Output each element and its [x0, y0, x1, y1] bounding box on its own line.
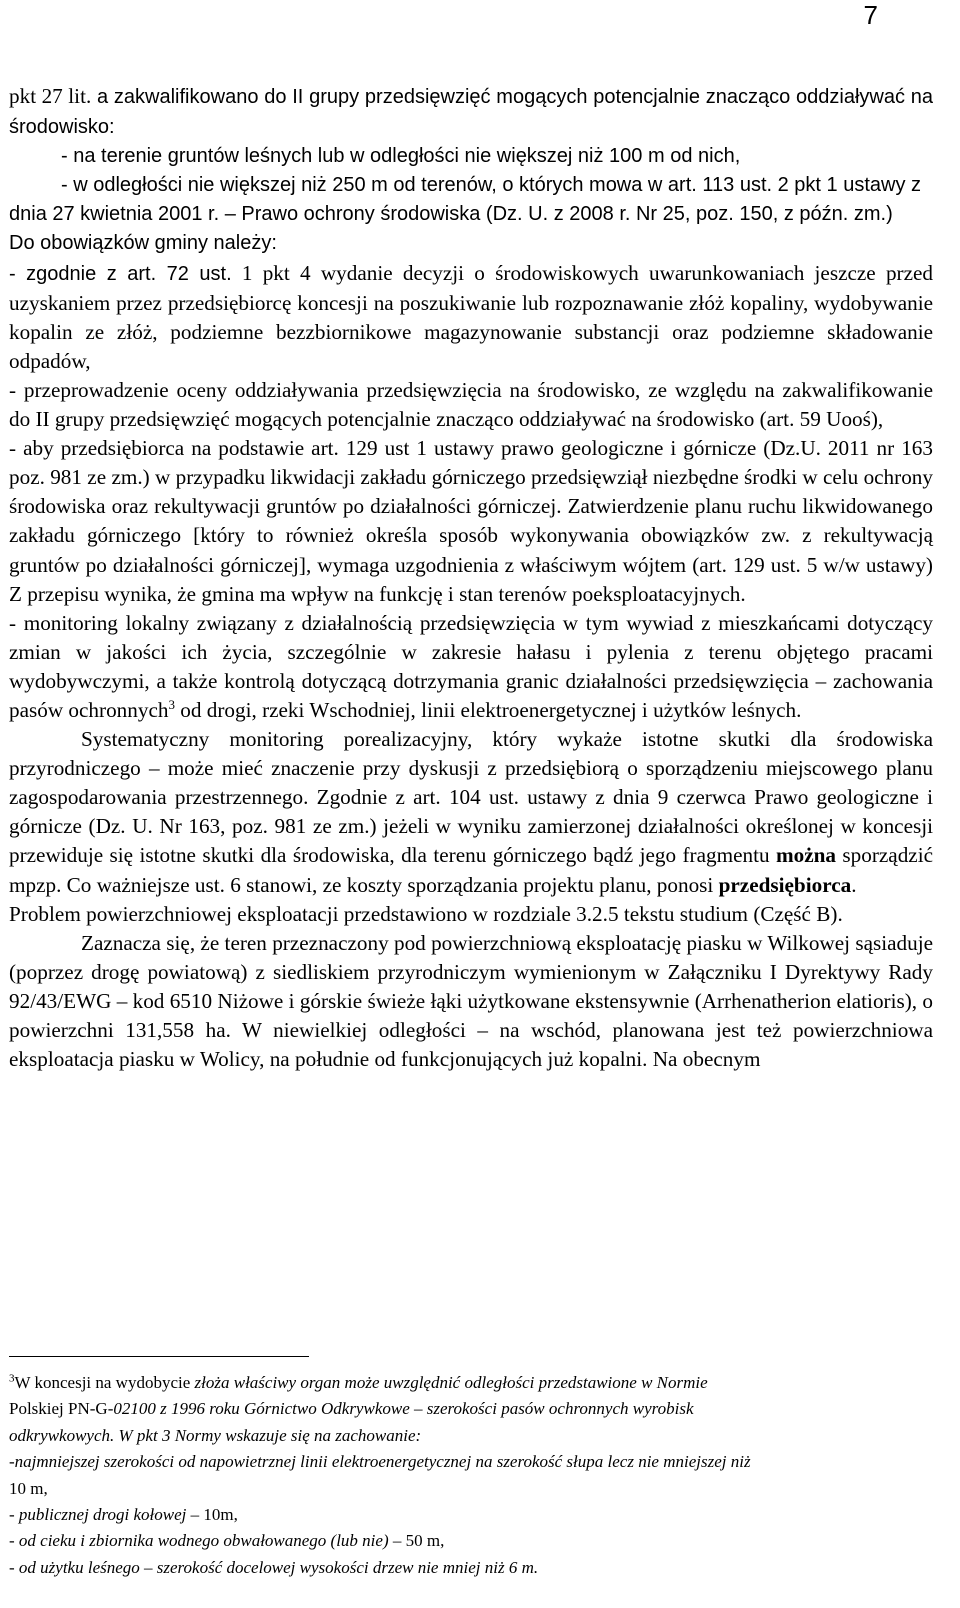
footnote-line: [9, 1555, 929, 1581]
duty-monitoring: [9, 609, 933, 725]
footnote-text: Polskiej PN-G-: [9, 1399, 114, 1419]
bold-mozna: można: [775, 843, 836, 868]
footnote-text-italic: złoża właściwy organ może uwzględnić odległości przedstawione w Normie: [194, 1373, 708, 1392]
surface-exploitation-paragraph: Problem powierzchniowej eksploatacji przedstawiono w rozdziale 3.2.5 tekstu studium (Część B).: [9, 901, 843, 926]
monitoring-text-cont: sporządzić mpzp. Co ważniejsze ust. 6 stanowi, ze koszty sporządzania projektu planu, ponosi: [9, 843, 933, 897]
habitat-paragraph: Zaznacza się, że teren przeznaczony pod powierzchniową eksploatację piasku w Wilkowej sąsiaduje (poprzez drogę powiatową) z siedliskiem przyrodniczym wymienionym w Załączniku I Dyrektywy Rady 92/43/EWG – kod 6510 Niżowe i górskie świeże łąki użytkowane ekstensywnie (Arrhenatherion elatioris), o powierzchni 131,558 ha. W niewielkiej odległości – na wschód, planowana jest też powierzchniowa eksploatacja piasku w Wolicy, na południe od funkcjonujących już kopalni. Na obecnym: [9, 930, 933, 1072]
monitoring-paragraph: [9, 725, 933, 900]
document-body: [9, 82, 933, 1074]
monitoring-text: Systematyczny monitoring porealizacyjny, który wykaże istotne skutki dla środowiska przyrodniczego – może mieć znaczenie przy dyskusji z przedsiębiorą o sporządzeniu miejscowego planu zagospodarowania przestrzennego. Zgodnie z art. 104 ust. ustawy z dnia 9 czerwca Prawo geologiczne i górnicze (Dz. U. Nr 163, poz. 981 ze zm.) jeżeli w wyniku zamierzonej działalności określonej w koncesji przewiduje się istotne skutki dla środowiska, dla terenu górniczego bądź jego fragmentu: [9, 727, 933, 868]
footnotes: [9, 1370, 929, 1581]
intro-paragraph: [9, 82, 933, 142]
duty-reclamation: - aby przedsiębiorca na podstawie art. 129 ust 1 ustawy prawo geologiczne i górnicze (Dz.U. 2011 nr 163 poz. 981 ze zm.) w przypadku likwidacji zakładu górniczego przedsięwziął niezbędne środki w celu ochrony środowiska oraz rekultywacji gruntów po działalności górniczej. Zatwierdzenie planu ruchu likwidowanego zakładu górniczego [który to również określa sposób wykonywania obowiązków zw. z rekultywacją gruntów po działalności górniczej], wymaga uzgodnienia z właściwym wójtem (art. 129 ust. 5 w/w ustawy) Z przepisu wynika, że gmina ma wpływ na funkcję i stan terenów poeksploatacyjnych.: [9, 436, 933, 606]
monitoring-period: .: [851, 872, 857, 897]
footnote-line: [9, 1502, 929, 1528]
footnote-text-italic: - publicznej drogi kołowej: [9, 1505, 187, 1525]
intro-ref: pkt 27 lit.: [9, 84, 92, 108]
duty-monitoring-text: - monitoring lokalny związany z działalnością przedsięwzięcia w tym wywiad z mieszkańcami dotyczący zmian w jakości ich życia, szczególnie w zakresie hałasu i pylenia z terenu objętego pracami wydobywczymi, a także kontrolą dotyczącą dotrzymania granic działalności przedsięwzięcia – zachowania pasów ochronnych: [9, 610, 933, 722]
footnote-text-italic: odkrywkowych. W pkt 3 Normy wskazuje się na zachowanie:: [9, 1425, 422, 1445]
footnote-text-italic: - od cieku i zbiornika wodnego obwałowanego (lub nie): [9, 1531, 389, 1551]
footnote-line: [9, 1528, 929, 1554]
duty-decision-ref: - zgodnie z art. 72 ust.: [9, 262, 232, 285]
footnote-text-italic: - od użytku leśnego – szerokość docelowej wysokości drzew nie mniej niż 6 m.: [9, 1557, 539, 1577]
bold-przedsiebiorca: przedsiębiorca: [718, 872, 852, 897]
duty-decision-text: 1 pkt 4 wydanie decyzji o środowiskowych uwarunkowaniach jeszcze przed uzyskaniem przez przedsiębiorcę koncesji na poszukiwanie lub rozpoznawanie złóż kopaliny, wydobywanie kopalin ze złóż, podziemne bezzbiornikowe magazynowanie substancji oraz podziemne składowanie odpadów,: [9, 260, 933, 373]
duty-monitoring-tail: od drogi, rzeki Wschodniej, linii elektroenergetycznej i użytków leśnych.: [174, 697, 802, 722]
footnote-text: 10 m,: [9, 1478, 48, 1498]
list-item-distance-250m: - w odległości nie większej niż 250 m od terenów, o których mowa w art. 113 ust. 2 pkt 1 ustawy z dnia 27 kwietnia 2001 r. – Prawo ochrony środowiska (Dz. U. z 2008 r. Nr 25, poz. 150, z późn. zm.): [9, 174, 922, 226]
footnote-text: W koncesji na wydobycie: [14, 1373, 195, 1392]
intro-text: a zakwalifikowano do II grupy przedsięwzięć mogących potencjalnie znacząco oddziaływać na środowisko:: [9, 86, 933, 139]
footnote-number: 3: [9, 1372, 15, 1385]
footnote-line: [9, 1370, 929, 1396]
municipal-duties-heading: Do obowiązków gminy należy:: [9, 232, 277, 255]
footnote-text: – 10m,: [186, 1505, 238, 1525]
duty-impact-assessment: - przeprowadzenie oceny oddziaływania przedsięwzięcia na środowisko, ze względu na zakwalifikowanie do II grupy przedsięwzięć mogących potencjalnie znacząco oddziaływać na środowisko (art. 59 Uooś),: [9, 377, 933, 432]
footnote-text-italic: 02100 z 1996 roku Górnictwo Odkrywkowe – szerokości pasów ochronnych wyrobisk: [113, 1399, 694, 1419]
footnote-line: [9, 1396, 929, 1422]
footnote-line: [9, 1449, 929, 1475]
footnote-line: [9, 1476, 929, 1502]
footnote-text: – 50 m,: [388, 1531, 445, 1551]
footnote-separator: [9, 1356, 309, 1357]
page-number: 7: [863, 0, 878, 30]
list-item-forest: - na terenie gruntów leśnych lub w odległości nie większej niż 100 m od nich,: [61, 145, 741, 168]
footnote-line: [9, 1423, 929, 1449]
duty-decision: [9, 259, 933, 376]
footnote-ref: 3: [168, 696, 175, 712]
footnote-text-italic: -najmniejszej szerokości od napowietrznej linii elektroenergetycznej na szerokość słupa lecz nie mniejszej niż: [9, 1452, 751, 1472]
